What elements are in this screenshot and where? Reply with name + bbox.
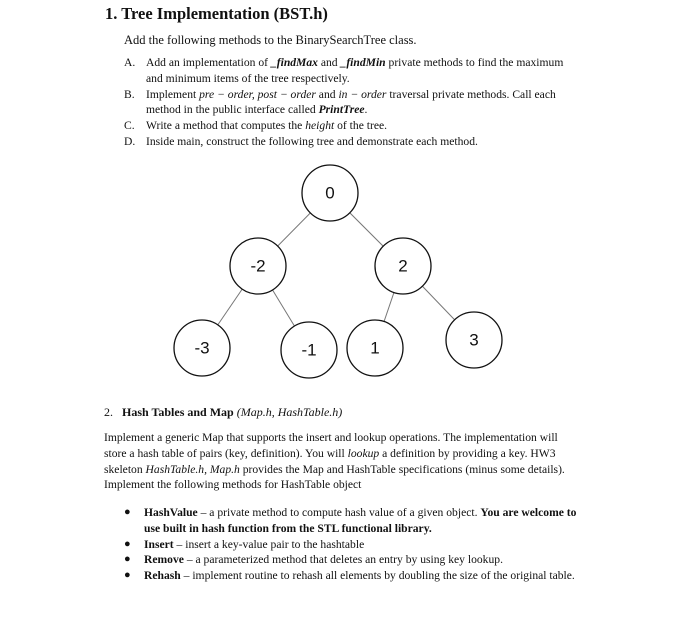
node-label: 2 xyxy=(398,256,408,276)
method-desc: – a parameterized method that deletes an entry by using key lookup. xyxy=(183,553,503,567)
method-item-hashvalue xyxy=(124,505,624,537)
para-line: store a hash table of pairs (key, definition). You will xyxy=(104,446,348,460)
task-text: of the tree. xyxy=(334,119,388,133)
code-files: HashTable.h, Map.h xyxy=(145,462,240,476)
node-label: 0 xyxy=(325,183,335,203)
task-text: Add an implementation of xyxy=(146,56,271,69)
code-inorder: in − order xyxy=(338,87,387,101)
node-label: 3 xyxy=(469,330,479,350)
method-item-rehash xyxy=(124,568,624,584)
task-marker: A. xyxy=(124,56,136,69)
method-term: Rehash xyxy=(144,569,181,583)
code-printtree: PrintTree xyxy=(318,103,365,117)
section-2-heading: Hash Tables and Map xyxy=(122,405,234,419)
method-term: Remove xyxy=(144,553,184,567)
para-line: Implement a generic Map that supports the insert and lookup operations. The implementation will xyxy=(104,431,558,444)
para-line: a definition by providing a key. HW3 xyxy=(379,446,556,460)
bullet-icon: ● xyxy=(124,553,131,566)
section-1-title: 1. Tree Implementation (BST.h) xyxy=(105,4,328,23)
task-marker: B. xyxy=(124,87,135,101)
task-text: private methods to find the maximum xyxy=(385,56,564,69)
section-2-number: 2. xyxy=(104,405,113,419)
method-list xyxy=(124,505,624,584)
node-label: 1 xyxy=(370,338,380,358)
code-findmax: _findMax xyxy=(270,56,318,69)
task-text: Inside main, construct the following tree and demonstrate each method. xyxy=(146,134,478,148)
task-text: Implement xyxy=(146,87,200,101)
node-label: -2 xyxy=(250,256,266,276)
task-text: and xyxy=(315,87,339,101)
para-line: Implement the following methods for HashTable object xyxy=(104,478,362,492)
task-text: Write a method that computes the xyxy=(146,119,306,133)
node-label: -1 xyxy=(301,340,317,360)
code-traversals: pre − order, post − order xyxy=(199,87,316,101)
task-text: and xyxy=(317,56,341,69)
section-2-files: (Map.h, HashTable.h) xyxy=(236,405,343,419)
method-desc: – implement routine to rehash all elements by doubling the size of the original table. xyxy=(180,569,575,583)
method-note: use built in hash function from the STL functional library. xyxy=(144,521,432,535)
para-line: provides the Map and HashTable specifications (minus some details). xyxy=(239,462,565,476)
task-marker: D. xyxy=(124,134,136,148)
bullet-icon: ● xyxy=(124,537,131,550)
task-text: method in the public interface called xyxy=(146,103,319,117)
method-term: HashValue xyxy=(144,506,198,519)
method-desc: – insert a key-value pair to the hashtable xyxy=(173,537,365,551)
bullet-icon: ● xyxy=(124,506,131,518)
code-findmin: _findMin xyxy=(340,56,386,69)
section-2-paragraph xyxy=(104,430,624,493)
task-marker: C. xyxy=(124,119,135,133)
method-item-insert xyxy=(124,537,624,553)
task-text: traversal private methods. Call each xyxy=(386,87,556,101)
bullet-icon: ● xyxy=(124,569,131,582)
task-text: . xyxy=(364,103,368,117)
node-label: -3 xyxy=(194,338,210,358)
section-2-title xyxy=(104,405,342,420)
method-item-remove xyxy=(124,552,624,568)
method-note: You are welcome to xyxy=(480,506,577,519)
code-lookup: lookup xyxy=(347,446,380,460)
section-1-intro: Add the following methods to the BinarySearchTree class. xyxy=(124,33,417,47)
emphasis-height: height xyxy=(305,119,335,133)
para-line: skeleton xyxy=(104,462,146,476)
method-desc: – a private method to compute hash value of a given object. xyxy=(197,506,481,519)
method-term: Insert xyxy=(144,537,174,551)
task-text: and minimum items of the tree respectively. xyxy=(146,71,350,85)
